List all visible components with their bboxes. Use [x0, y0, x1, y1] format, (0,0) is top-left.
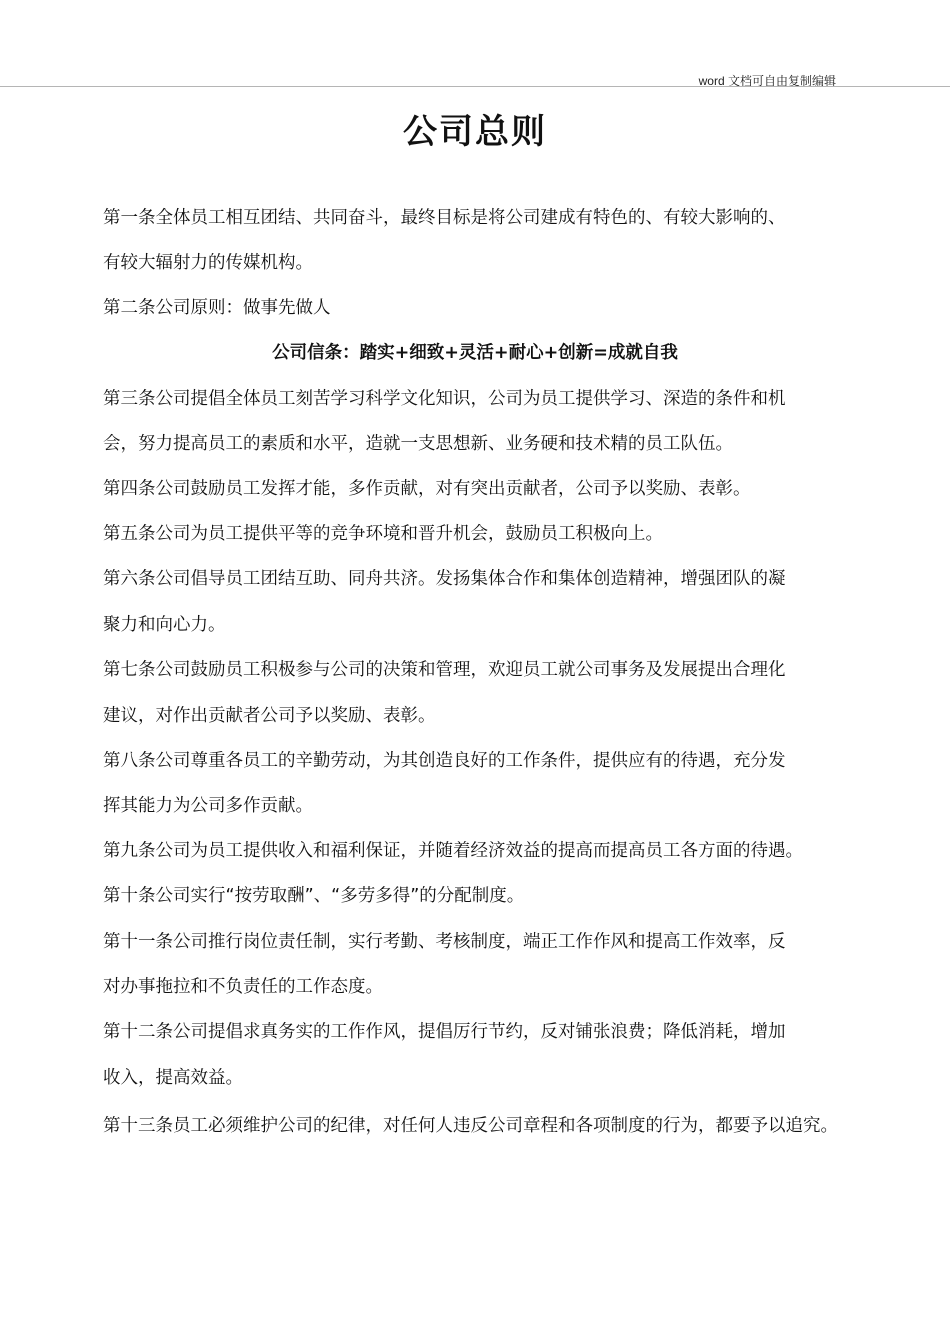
text-line: 第十二条公司提倡求真务实的工作作风，提倡厉行节约，反对铺张浪费；降低消耗，增加	[103, 1022, 786, 1042]
text-line: 会，努力提高员工的素质和水平，造就一支思想新、业务硬和技术精的员工队伍。	[103, 434, 733, 454]
text-line: 第八条公司尊重各员工的辛勤劳动，为其创造良好的工作条件，提供应有的待遇，充分发	[103, 751, 786, 771]
header-note: word 文档可自由复制编辑	[698, 74, 836, 88]
text-line: 第十条公司实行“按劳取酬”、“多劳多得”的分配制度。	[103, 886, 525, 906]
text-line: 第二条公司原则：做事先做人	[103, 298, 331, 318]
text-line: 第十一条公司推行岗位责任制，实行考勤、考核制度，端正工作作风和提高工作效率，反	[103, 932, 786, 952]
text-line: 第六条公司倡导员工团结互助、同舟共济。发扬集体合作和集体创造精神，增强团队的凝	[103, 569, 786, 589]
text-line: 第九条公司为员工提供收入和福利保证，并随着经济效益的提高而提高员工各方面的待遇。	[103, 841, 803, 861]
text-line: 第七条公司鼓励员工积极参与公司的决策和管理，欢迎员工就公司事务及发展提出合理化	[103, 660, 786, 680]
header-divider	[0, 86, 950, 87]
text-line: 第三条公司提倡全体员工刻苦学习科学文化知识，公司为员工提供学习、深造的条件和机	[103, 389, 786, 409]
text-line: 第五条公司为员工提供平等的竞争环境和晋升机会，鼓励员工积极向上。	[103, 524, 663, 544]
company-creed: 公司信条：踏实+细致+灵活+耐心+创新=成就自我	[272, 343, 678, 363]
text-line: 聚力和向心力。	[103, 615, 226, 635]
text-line: 第一条全体员工相互团结、共同奋斗，最终目标是将公司建成有特色的、有较大影响的、	[103, 208, 786, 228]
text-line: 对办事拖拉和不负责任的工作态度。	[103, 977, 383, 997]
text-line: 第十三条员工必须维护公司的纪律，对任何人违反公司章程和各项制度的行为，都要予以追究。	[103, 1116, 838, 1136]
text-line: 建议，对作出贡献者公司予以奖励、表彰。	[103, 706, 436, 726]
document-title: 公司总则	[403, 112, 547, 152]
text-line: 第四条公司鼓励员工发挥才能，多作贡献，对有突出贡献者，公司予以奖励、表彰。	[103, 479, 751, 499]
text-line: 收入，提高效益。	[103, 1068, 243, 1088]
text-line: 挥其能力为公司多作贡献。	[103, 796, 313, 816]
text-line: 有较大辐射力的传媒机构。	[103, 253, 313, 273]
